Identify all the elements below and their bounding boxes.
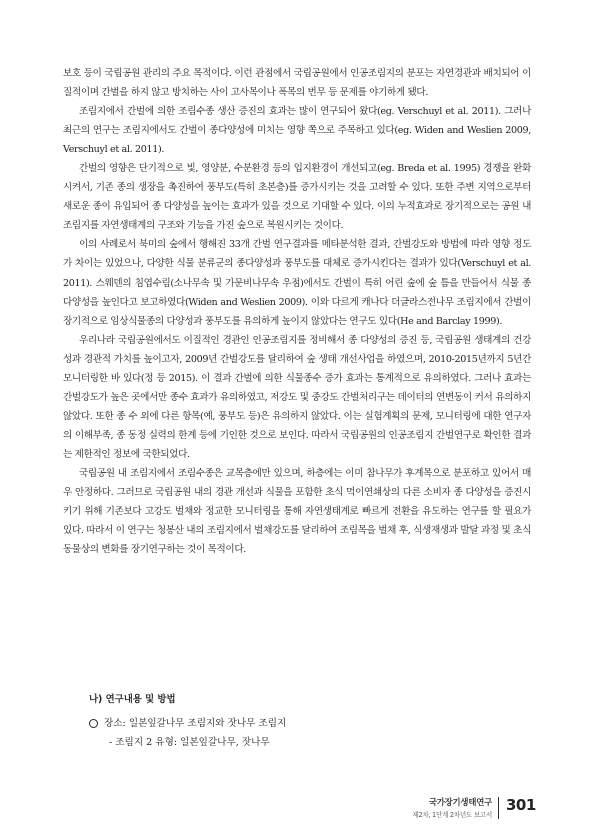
page-number: 301 <box>506 796 536 814</box>
footer-titles <box>412 796 492 819</box>
section-heading: 나) 연구내용 및 방법 <box>89 694 176 705</box>
bullet-text: 장소: 일본잎갈나무 조림지와 잣나무 조림지 <box>104 718 287 729</box>
paragraph: 국립공원 내 조림지에서 조림수종은 교목층에만 있으며, 하층에는 이미 참나무가 후계목으로 분포하고 있어서 매우 안정하다. 그러므로 국립공원 내의 경관 개선과 식물을 포함한 초식 먹이연쇄상의 다른 소비자 종 다양성을 증진시키기 위해 기존보다 고강도 벌채와 정교한 모니터링을 통해 자연생태계로 빠르게 전환을 유도하는 연구를 할 필요가 있다. 따라서 이 연구는 청봉산 내의 조림지에서 벌채강도를 달리하여 조림목을 벌채 후, 식생재생과 발달 과정 및 초식동물상의 변화를 장기연구하는 것이 목적이다. <box>63 467 531 556</box>
research-methods-section <box>89 690 529 752</box>
circle-bullet-icon <box>89 719 98 728</box>
paragraph: 우리나라 국립공원에서도 이질적인 경관인 인공조림지를 정비해서 종 다양성의 증진 등, 국립공원 생태계의 건강성과 경관적 가치를 높이고자, 2009년 간벌강도를 달리하여 숲 생태 개선사업을 하였으며, 2010-2015년까지 5년간 모니터링한 바 있다(정 등 2015). 이 결과 간벌에 의한 식물종수 증가 효과는 통계적으로 유의하였다. 그러나 효과는 간벌강도가 높은 곳에서만 종수 효과가 유의하였고, 저강도 및 중강도 간벌처리구는 데이터의 연변동이 커서 유의하지 않았다. 또한 종 수 외에 다른 항목(예, 풍부도 등)은 유의하지 않았다. 이는 실험계획의 문제, 모니터링에 대한 연구자의 이해부족, 종 동정 실력의 한계 등에 기인한 것으로 보인다. 따라서 국립공원의 인공조림지 간벌연구로 확인한 결과는 제한적인 정보에 국한되었다. <box>63 334 531 460</box>
sub-item: - 조림지 2 유형: 일본잎갈나무, 잣나무 <box>109 737 270 748</box>
footer-divider <box>498 797 499 819</box>
footer-title: 국가장기생태연구 <box>428 797 492 807</box>
paragraph: 조림지에서 간벌에 의한 조림수종 생산 증진의 효과는 많이 연구되어 왔다(eg. Verschuyl et al. 2011). 그러나 최근의 연구는 조림지에서도 간벌이 종다양성에 미치는 영향 쪽으로 주목하고 있다(eg. Widen and Weslien 2009, Verschuyl et al. 2011). <box>63 106 531 156</box>
paragraph: 이의 사례로서 북미의 숲에서 행해진 33개 간벌 연구결과를 메타분석한 결과, 간벌강도와 방법에 따라 영향 정도가 차이는 있었으나, 다양한 식물 분류군의 종다양성과 풍부도를 대체로 증가시킨다는 결과가 있다(Verschuyl et al. 2011). 스웨덴의 침엽수림(소나무속 및 가문비나무속 우점)에서도 간벌이 특히 어린 숲에 숲 틈을 만들어서 식물 종 다양성을 높인다고 보고하였다(Widen and Weslien 2009). 이와 다르게 캐나다 더글라스전나무 조림지에서 간벌이 장기적으로 임상식물종의 다양성과 풍부도를 유의하게 높이지 않았다는 연구도 있다(He and Barclay 1999). <box>63 239 531 327</box>
page-footer <box>360 792 550 826</box>
bullet-item <box>89 714 529 733</box>
footer-subtitle: 제2차, 1단계 2차년도 보고서 <box>412 811 492 819</box>
body-text <box>63 64 531 559</box>
paragraph: 간벌의 영향은 단기적으로 빛, 영양분, 수분환경 등의 입지환경이 개선되고(eg. Breda et al. 1995) 경쟁을 완화시켜서, 기존 종의 생장을 촉진하여 풍부도(특히 초본층)를 증가시키는 것을 고려할 수 있다. 또한 주변 지역으로부터 새로운 종이 유입되어 종 다양성을 높이는 효과가 있을 것으로 기대할 수 있다. 이의 누적효과로 장기적으로는 공원 내 조림지를 자연생태계의 구조와 기능을 가진 숲으로 복원시키는 것이다. <box>63 163 531 232</box>
paragraph: 보호 등이 국립공원 관리의 주요 목적이다. 이런 관점에서 국립공원에서 인공조림지의 분포는 자연경관과 배치되어 이질적이며 간벌을 하지 않고 방치하는 사이 고사목이나 폭목의 번무 등 문제를 야기하게 됐다. <box>63 68 531 99</box>
